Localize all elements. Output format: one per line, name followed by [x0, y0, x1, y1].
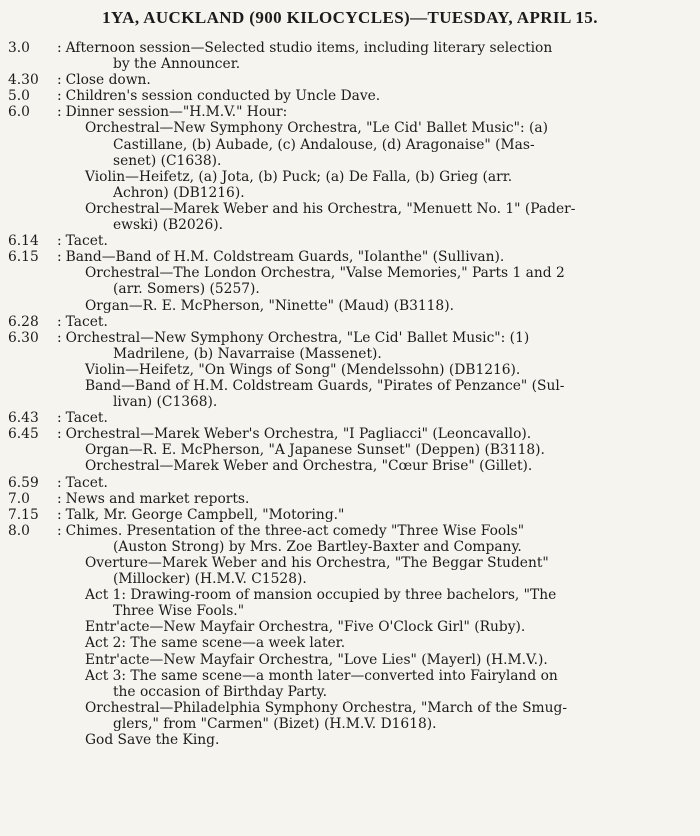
schedule-entry-6-30	[8, 330, 694, 410]
schedule	[8, 40, 694, 748]
entry-line: : Tacet.	[57, 474, 108, 491]
entry-time: 6.14	[8, 233, 39, 250]
entry-time: 5.0	[8, 88, 30, 105]
entry-time: 6.30	[8, 329, 39, 346]
page-title: 1YA, AUCKLAND (900 KILOCYCLES)—TUESDAY, APRIL 15.	[102, 8, 598, 27]
schedule-entry-6-43	[8, 410, 694, 426]
entry-line: Orchestral—Marek Weber and his Orchestra, "Menuett No. 1" (Pader-	[85, 200, 576, 217]
entry-time: 7.15	[8, 506, 39, 523]
entry-time: 6.15	[8, 249, 39, 266]
entry-line: (Auston Strong) by Mrs. Zoe Bartley-Baxter and Company.	[113, 538, 522, 555]
entry-time: 7.0	[8, 490, 30, 507]
entry-line: : News and market reports.	[57, 490, 250, 507]
entry-time: 6.43	[8, 410, 39, 427]
entry-line: : Children's session conducted by Uncle Dave.	[57, 88, 381, 105]
entry-line: livan) (C1368).	[113, 394, 218, 411]
entry-time: 6.0	[8, 104, 30, 121]
entry-line: : Afternoon session—Selected studio items, including literary selection	[57, 40, 553, 56]
entry-line: (Millocker) (H.M.V. C1528).	[113, 571, 307, 588]
entry-line: the occasion of Birthday Party.	[113, 683, 328, 700]
entry-line: (arr. Somers) (5257).	[113, 281, 260, 298]
entry-line: Orchestral—Marek Weber and Orchestra, "Cœur Brise" (Gillet).	[85, 458, 533, 475]
entry-line: Entr'acte—New Mayfair Orchestra, "Five O'Clock Girl" (Ruby).	[85, 619, 526, 636]
entry-line: Overture—Marek Weber and his Orchestra, "The Beggar Student"	[85, 555, 549, 571]
entry-line: : Tacet.	[57, 233, 108, 250]
schedule-entry-8-0	[8, 523, 694, 748]
entry-line: Achron) (DB1216).	[113, 184, 245, 201]
entry-line: by the Announcer.	[113, 56, 241, 73]
entry-line: : Talk, Mr. George Campbell, "Motoring."	[57, 506, 345, 523]
entry-line: Act 2: The same scene—a week later.	[85, 635, 346, 652]
entry-time: 8.0	[8, 522, 30, 539]
entry-line: Band—Band of H.M. Coldstream Guards, "Pirates of Penzance" (Sul-	[85, 377, 565, 394]
entry-line: Organ—R. E. McPherson, "A Japanese Sunset" (Deppen) (B3118).	[85, 442, 545, 459]
schedule-entry-6-28	[8, 314, 694, 330]
entry-line: Three Wise Fools."	[113, 603, 245, 620]
entry-line: Orchestral—The London Orchestra, "Valse Memories," Parts 1 and 2	[85, 265, 565, 282]
schedule-entry-5-0	[8, 88, 694, 104]
entry-line: : Orchestral—New Symphony Orchestra, "Le Cid' Ballet Music": (1)	[57, 329, 530, 346]
entry-line: senet) (C1638).	[113, 152, 222, 169]
entry-line: Organ—R. E. McPherson, "Ninette" (Maud) (B3118).	[85, 297, 454, 314]
entry-line: Entr'acte—New Mayfair Orchestra, "Love Lies" (Mayerl) (H.M.V.).	[85, 651, 548, 668]
entry-time: 6.28	[8, 313, 39, 330]
entry-line: : Tacet.	[57, 313, 108, 330]
entry-line: : Tacet.	[57, 410, 108, 427]
entry-time: 6.59	[8, 474, 39, 491]
entry-time: 4.30	[8, 72, 39, 89]
schedule-entry-3-0	[8, 40, 694, 72]
schedule-entry-6-15	[8, 249, 694, 313]
entry-line: Act 3: The same scene—a month later—converted into Fairyland on	[85, 667, 558, 684]
entry-line: : Band—Band of H.M. Coldstream Guards, "Iolanthe" (Sullivan).	[57, 249, 505, 266]
entry-line: Orchestral—New Symphony Orchestra, "Le Cid' Ballet Music": (a)	[85, 120, 549, 137]
schedule-entry-6-45	[8, 426, 694, 474]
entry-line: Orchestral—Philadelphia Symphony Orchestra, "March of the Smug-	[85, 699, 568, 716]
entry-line: : Chimes. Presentation of the three-act comedy "Three Wise Fools"	[57, 522, 525, 539]
entry-line: Violin—Heifetz, (a) Jota, (b) Puck; (a) De Falla, (b) Grieg (arr.	[85, 168, 513, 185]
entry-line: : Close down.	[57, 72, 151, 89]
schedule-entry-4-30	[8, 72, 694, 88]
entry-line: glers," from "Carmen" (Bizet) (H.M.V. D1618).	[113, 715, 437, 732]
entry-line: ewski) (B2026).	[113, 217, 223, 234]
entry-line: : Orchestral—Marek Weber's Orchestra, "I Pagliacci" (Leoncavallo).	[57, 426, 532, 443]
entry-line: Castillane, (b) Aubade, (c) Andalouse, (d) Aragonaise" (Mas-	[113, 136, 535, 153]
entry-line: : Dinner session—"H.M.V." Hour:	[57, 104, 288, 121]
schedule-entry-7-0	[8, 491, 694, 507]
entry-time: 6.45	[8, 426, 39, 443]
entry-line: Violin—Heifetz, "On Wings of Song" (Mendelssohn) (DB1216).	[85, 361, 521, 378]
schedule-entry-6-59	[8, 475, 694, 491]
schedule-entry-6-14	[8, 233, 694, 249]
entry-time: 3.0	[8, 40, 30, 56]
entry-line: God Save the King.	[85, 732, 220, 749]
entry-line: Act 1: Drawing-room of mansion occupied by three bachelors, "The	[85, 587, 557, 604]
entry-line: Madrilene, (b) Navarraise (Massenet).	[113, 345, 382, 362]
schedule-entry-7-15	[8, 507, 694, 523]
schedule-entry-6-0	[8, 104, 694, 233]
